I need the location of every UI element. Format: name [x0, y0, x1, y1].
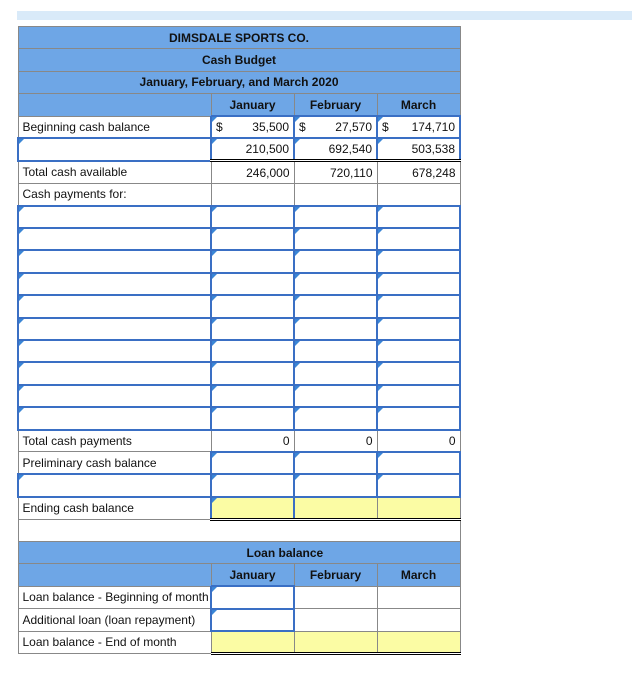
ending-mar	[377, 497, 460, 519]
payment-mar-input[interactable]	[377, 295, 460, 317]
payment-jan-input[interactable]	[211, 295, 294, 317]
loan-end-jan	[211, 631, 294, 653]
spacer-row	[18, 519, 460, 541]
preliminary-feb-input[interactable]	[294, 452, 377, 474]
beginning-jan-input[interactable]: $ 35,500	[211, 116, 294, 138]
loan-header-february: February	[294, 564, 377, 586]
payment-feb-input[interactable]	[294, 295, 377, 317]
payment-label-select[interactable]	[18, 385, 211, 407]
payment-mar-input[interactable]	[377, 228, 460, 250]
header-february: February	[294, 94, 377, 116]
payment-mar-input[interactable]	[377, 250, 460, 272]
financing-label-select[interactable]	[18, 474, 211, 496]
payment-jan-input[interactable]	[211, 228, 294, 250]
payment-row	[18, 318, 460, 340]
receipts-feb-input[interactable]: 692,540	[294, 138, 377, 160]
payment-feb-input[interactable]	[294, 206, 377, 228]
payment-mar-input[interactable]	[377, 385, 460, 407]
preliminary-mar-input[interactable]	[377, 452, 460, 474]
payment-mar-input[interactable]	[377, 340, 460, 362]
payment-jan-input[interactable]	[211, 362, 294, 384]
loan-title: Loan balance	[18, 541, 460, 563]
beginning-mar-input[interactable]: $ 174,710	[377, 116, 460, 138]
row-label: Ending cash balance	[18, 497, 211, 519]
payment-label-select[interactable]	[18, 273, 211, 295]
payment-feb-input[interactable]	[294, 228, 377, 250]
payment-label-select[interactable]	[18, 340, 211, 362]
loan-header-january: January	[211, 564, 294, 586]
payment-feb-input[interactable]	[294, 407, 377, 429]
header-march: March	[377, 94, 460, 116]
company-title: DIMSDALE SPORTS CO.	[18, 27, 460, 49]
payment-label-select[interactable]	[18, 250, 211, 272]
payment-row	[18, 295, 460, 317]
loan-header-march: March	[377, 564, 460, 586]
row-label: Total cash available	[18, 161, 211, 183]
payment-feb-input[interactable]	[294, 385, 377, 407]
cell	[294, 183, 377, 205]
report-period: January, February, and March 2020	[18, 71, 460, 93]
row-label: Beginning cash balance	[18, 116, 211, 138]
payment-label-select[interactable]	[18, 206, 211, 228]
cell	[377, 183, 460, 205]
cell	[294, 609, 377, 631]
payment-row	[18, 228, 460, 250]
payment-mar-input[interactable]	[377, 273, 460, 295]
payment-row	[18, 273, 460, 295]
beginning-feb-input[interactable]: $ 27,570	[294, 116, 377, 138]
payment-label-select[interactable]	[18, 318, 211, 340]
row-label: Preliminary cash balance	[18, 452, 211, 474]
payment-mar-input[interactable]	[377, 362, 460, 384]
row-label: Cash payments for:	[18, 183, 211, 205]
payment-feb-input[interactable]	[294, 273, 377, 295]
top-bar	[17, 11, 632, 20]
payment-feb-input[interactable]	[294, 362, 377, 384]
financing-feb-input[interactable]	[294, 474, 377, 496]
cell	[377, 609, 460, 631]
loan-end-mar	[377, 631, 460, 653]
payment-mar-input[interactable]	[377, 318, 460, 340]
financing-mar-input[interactable]	[377, 474, 460, 496]
receipts-label-select[interactable]	[18, 138, 211, 160]
row-label: Loan balance - Beginning of month	[18, 586, 211, 608]
header-blank	[18, 564, 211, 586]
ending-jan-input[interactable]	[211, 497, 294, 519]
preliminary-jan-input[interactable]	[211, 452, 294, 474]
cell	[377, 586, 460, 608]
row-label: Additional loan (loan repayment)	[18, 609, 211, 631]
payment-feb-input[interactable]	[294, 318, 377, 340]
payment-jan-input[interactable]	[211, 385, 294, 407]
payment-jan-input[interactable]	[211, 250, 294, 272]
payment-feb-input[interactable]	[294, 250, 377, 272]
payment-jan-input[interactable]	[211, 318, 294, 340]
total-payments-feb: 0	[294, 430, 377, 452]
payment-label-select[interactable]	[18, 295, 211, 317]
loan-end-feb	[294, 631, 377, 653]
loan-beginning-jan-input[interactable]	[211, 586, 294, 608]
payment-label-select[interactable]	[18, 407, 211, 429]
receipts-jan-input[interactable]: 210,500	[211, 138, 294, 160]
payment-row	[18, 385, 460, 407]
row-label: Loan balance - End of month	[18, 631, 211, 653]
report-title: Cash Budget	[18, 49, 460, 71]
total-payments-jan: 0	[211, 430, 294, 452]
payment-label-select[interactable]	[18, 228, 211, 250]
payment-label-select[interactable]	[18, 362, 211, 384]
header-blank	[18, 94, 211, 116]
cell	[294, 586, 377, 608]
payment-jan-input[interactable]	[211, 340, 294, 362]
payment-mar-input[interactable]	[377, 206, 460, 228]
total-available-mar: 678,248	[377, 161, 460, 183]
row-label: Total cash payments	[18, 430, 211, 452]
total-available-jan: 246,000	[211, 161, 294, 183]
total-available-feb: 720,110	[294, 161, 377, 183]
loan-additional-jan-input[interactable]	[211, 609, 294, 631]
payment-row	[18, 362, 460, 384]
payment-row	[18, 206, 460, 228]
payment-row	[18, 407, 460, 429]
payment-jan-input[interactable]	[211, 206, 294, 228]
payment-row	[18, 250, 460, 272]
payment-jan-input[interactable]	[211, 407, 294, 429]
header-january: January	[211, 94, 294, 116]
cell	[211, 183, 294, 205]
cash-budget-table	[17, 26, 461, 655]
ending-feb	[294, 497, 377, 519]
payment-row	[18, 340, 460, 362]
payment-mar-input[interactable]	[377, 407, 460, 429]
payment-feb-input[interactable]	[294, 340, 377, 362]
payment-jan-input[interactable]	[211, 273, 294, 295]
financing-jan-input[interactable]	[211, 474, 294, 496]
receipts-mar-input[interactable]: 503,538	[377, 138, 460, 160]
total-payments-mar: 0	[377, 430, 460, 452]
